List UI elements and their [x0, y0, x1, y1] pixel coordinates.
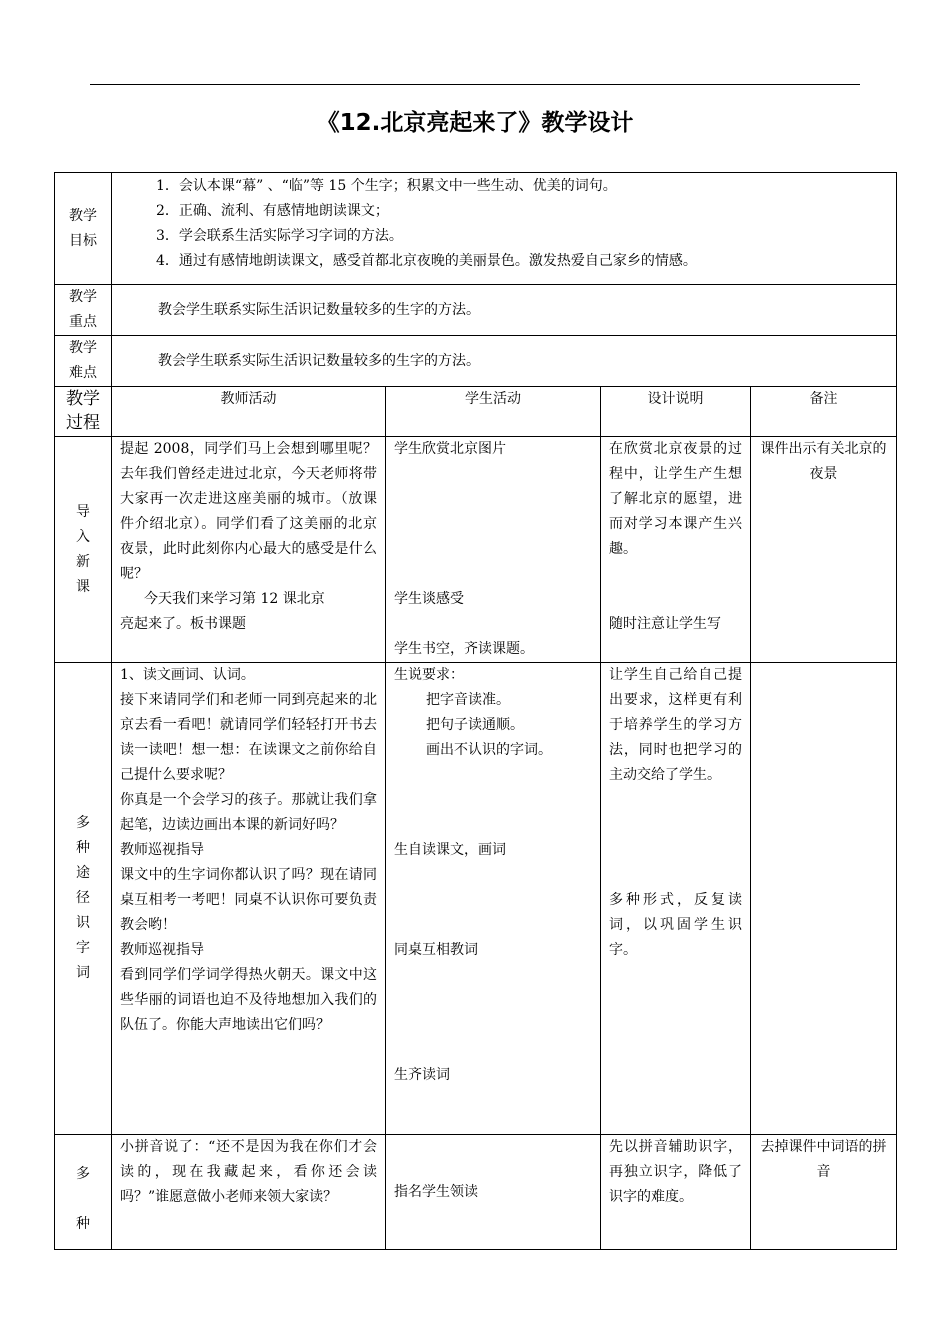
student-activity: 生说要求： 把字音读准。 把句子读通顺。 画出不认识的字词。 生自读课文，画词 同桌互相教词 生齐读词: [386, 663, 601, 1135]
lesson-plan-table: [54, 172, 897, 1250]
objective-item: 4．通过有感情地朗读课文，感受首都北京夜晚的美丽景色。激发热爱自己家乡的情感。: [156, 253, 697, 269]
design-notes: 让学生自己给自己提出要求，这样更有利于培养学生的学习方法，同时也把学习的主动交给了学生。 多种形式，反复读词，以巩固学生识字。: [601, 663, 751, 1135]
student-activity-header: 学生活动: [386, 387, 601, 437]
teacher-activity-header: 教师活动: [112, 387, 386, 437]
key-point-text: 教会学生联系实际生活识记数量较多的生字的方法。: [112, 285, 897, 336]
document-title: 《12.北京亮起来了》教学设计: [316, 110, 634, 136]
student-activity: 学生欣赏北京图片 学生谈感受 学生书空，齐读课题。: [386, 437, 601, 663]
process-label: 教学 过程: [55, 387, 112, 437]
key-point-label: 教学 重点: [55, 285, 112, 336]
process-row-word-recognition: [55, 663, 897, 1135]
difficulty-row: [55, 336, 897, 387]
teacher-activity: 提起 2008，同学们马上会想到哪里呢？去年我们曾经走进过北京，今天老师将带大家再一次走进这座美丽的城市。（放课件介绍北京）。同学们看了这美丽的北京夜景，此时此刻你内心最大的感受是什么呢？ 今天我们来学习第 12 课北京 亮起来了。板书课题: [112, 437, 386, 663]
teacher-activity: 1、读文画词、认词。 接下来请同学们和老师一同到亮起来的北京去看一看吧！就请同学们轻轻打开书去读一读吧！想一想：在读课文之前你给自己提什么要求呢？ 你真是一个会学习的孩子。那就让我们拿起笔，边读边画出本课的新词好吗？ 教师巡视指导 课文中的生字词你都认识了吗？现在请同桌互相考一考吧！同桌不认识你可要负责教会哟！ 教师巡视指导 看到同学们学词学得热火朝天。课文中这些华丽的词语也迫不及待地想加入我们的队伍了。你能大声地读出它们吗？: [112, 663, 386, 1135]
design-notes: 先以拼音辅助识字，再独立识字，降低了识字的难度。: [601, 1135, 751, 1250]
design-notes-header: 设计说明: [601, 387, 751, 437]
difficulty-label: 教学 难点: [55, 336, 112, 387]
row-label-intro: 导 入 新 课: [55, 437, 112, 663]
objective-item: 3．学会联系生活实际学习字词的方法。: [156, 228, 403, 244]
objective-item: 1．会认本课“幕” 、“临”等 15 个生字；积累文中一些生动、优美的词句。: [156, 178, 617, 194]
objective-item: 2．正确、流利、有感情地朗读课文；: [156, 203, 389, 219]
process-header-row: [55, 387, 897, 437]
difficulty-text: 教会学生联系实际生活识记数量较多的生字的方法。: [112, 336, 897, 387]
remarks: [751, 663, 897, 1135]
header-rule: [90, 84, 860, 85]
remarks: 课件出示有关北京的夜景: [751, 437, 897, 663]
remarks-header: 备注: [751, 387, 897, 437]
remarks: 去掉课件中词语的拼音: [751, 1135, 897, 1250]
process-row-intro: [55, 437, 897, 663]
key-point-row: [55, 285, 897, 336]
row-label-word-recognition: 多 种 途 径 识 字 词: [55, 663, 112, 1135]
process-row-pinyin: [55, 1135, 897, 1250]
row-label-pinyin: 多 种: [55, 1135, 112, 1250]
student-activity: 指名学生领读: [386, 1135, 601, 1250]
teacher-activity: 小拼音说了：“还不是因为我在你们才会读的，现在我藏起来，看你还会读吗？”谁愿意做小老师来领大家读？: [112, 1135, 386, 1250]
objectives-list: [112, 173, 897, 285]
objectives-row: [55, 173, 897, 285]
objectives-label: 教学 目标: [55, 173, 112, 285]
design-notes: 在欣赏北京夜景的过程中，让学生产生想了解北京的愿望，进而对学习本课产生兴趣。 随时注意让学生写: [601, 437, 751, 663]
